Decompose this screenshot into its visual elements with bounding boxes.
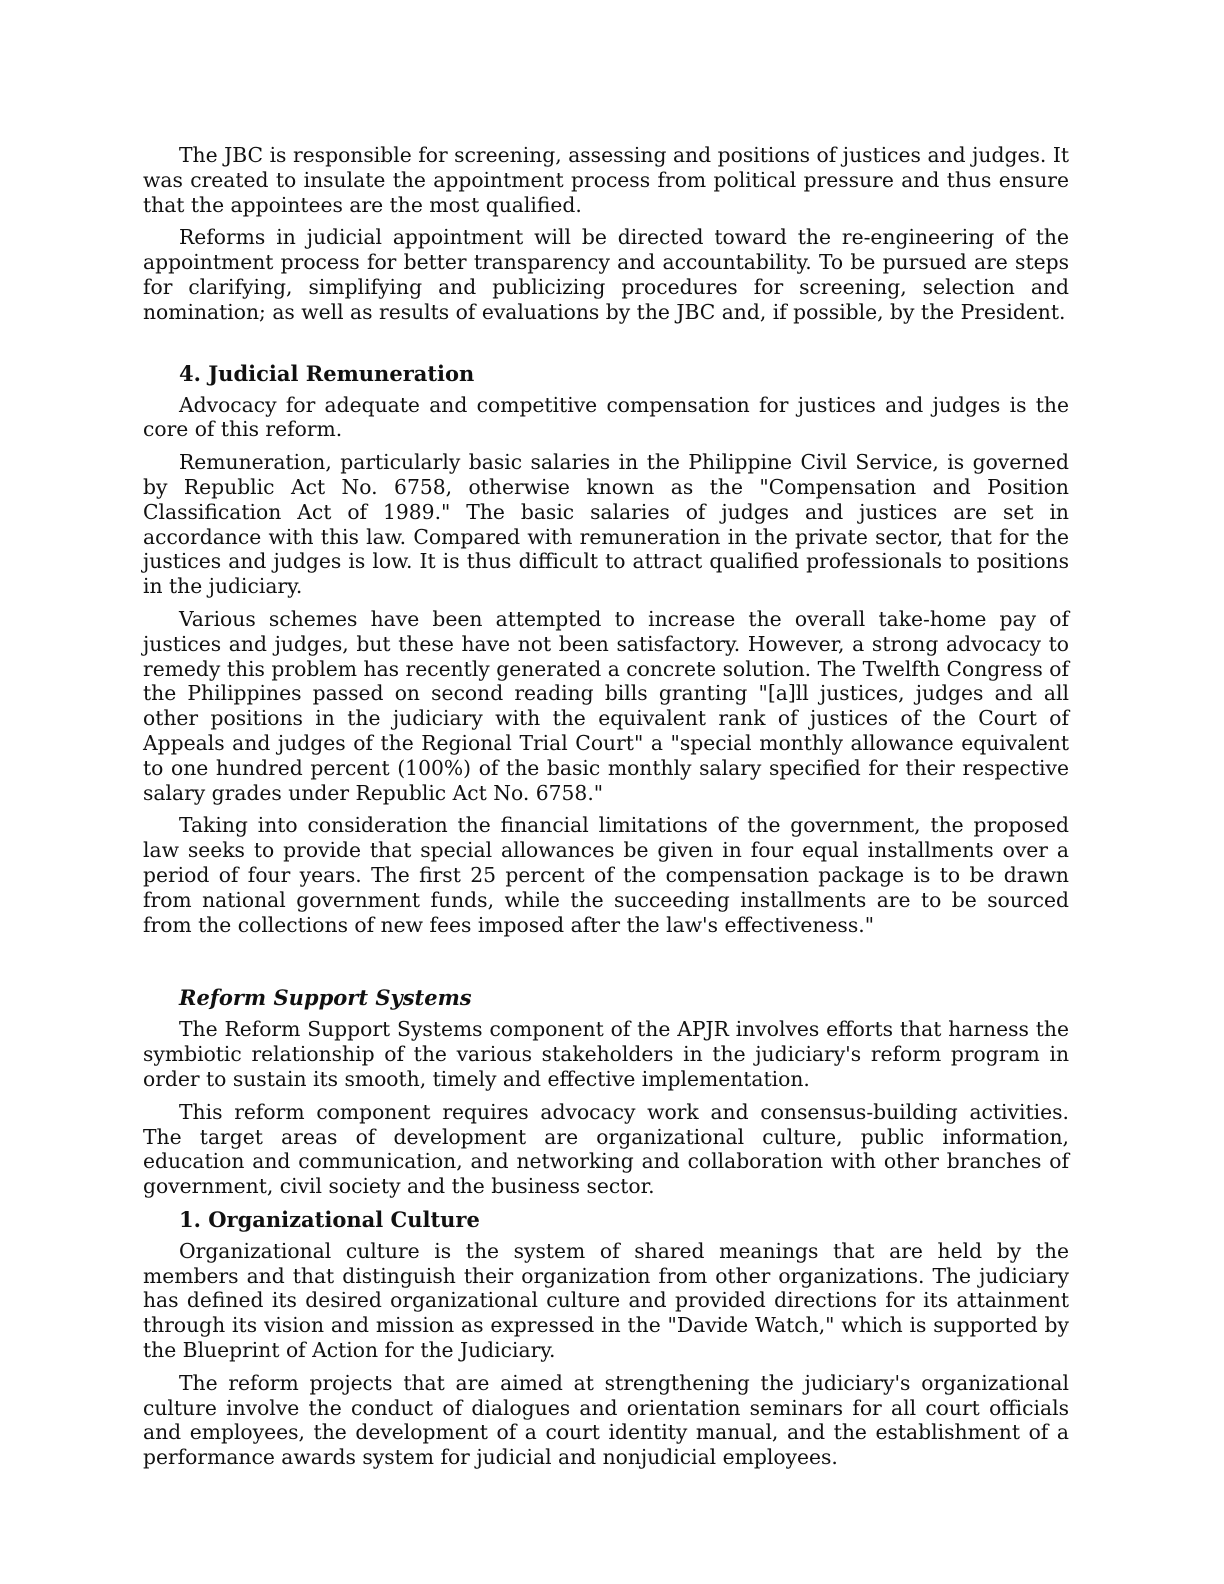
section-spacer bbox=[143, 945, 1069, 985]
paragraph-appointment-reforms: Reforms in judicial appointment will be directed toward the re-engineering of the appointment process for better transparency and accountability. To be pursued are steps for clarifying, simplifying and publicizing procedures for screening, selection and nomination; as well as results of evaluations by the JBC and, if possible, by the President. bbox=[143, 225, 1069, 324]
paragraph-remuneration-advocacy: Advocacy for adequate and competitive compensation for justices and judges is the core of this reform. bbox=[143, 392, 1069, 442]
section-spacer bbox=[143, 333, 1069, 361]
heading-organizational-culture: 1. Organizational Culture bbox=[179, 1206, 480, 1232]
paragraph-culture-definition: Organizational culture is the system of shared meanings that are held by the members and that distinguish their organization from other organizations. The judiciary has defined its desired organizational culture and provided directions for its attainment through its vision and mission as expressed in the "Davide Watch," which is supported by the Blueprint of Action for the Judiciary. bbox=[143, 1238, 1069, 1363]
paragraph-support-advocacy: This reform component requires advocacy work and consensus-building activities. The target areas of development are organizational culture, public information, education and communication, and networking and collaboration with other branches of government, civil society and the business sector. bbox=[143, 1099, 1069, 1199]
paragraph-support-component: The Reform Support Systems component of the APJR involves efforts that harness the symbiotic relationship of the various stakeholders in the judiciary's reform program in order to sustain its smooth, timely and effective implementation. bbox=[143, 1017, 1069, 1091]
heading-judicial-remuneration: 4. Judicial Remuneration bbox=[179, 360, 475, 386]
paragraph-remuneration-law: Remuneration, particularly basic salaries in the Philippine Civil Service, is governed by Republic Act No. 6758, otherwise known as the "Compensation and Position Classification Act of 1989." The basic salaries of judges and justices are set in accordance with this law. Compared with remuneration in the private sector, that for the justices and judges is low. It is thus difficult to attract qualified professionals to positions in the judiciary. bbox=[143, 450, 1069, 599]
heading-reform-support-systems: Reform Support Systems bbox=[179, 985, 472, 1011]
paragraph-culture-projects: The reform projects that are aimed at strengthening the judiciary's organizational culture involve the conduct of dialogues and orientation seminars for all court officials and employees, the development of a court identity manual, and the establishment of a performance awards system for judicial and nonjudicial employees. bbox=[143, 1370, 1069, 1470]
paragraph-jbc-role: The JBC is responsible for screening, assessing and positions of justices and judges. It was created to insulate the appointment process from political pressure and thus ensure that the appointees are the most qualified. bbox=[143, 143, 1069, 217]
paragraph-remuneration-installments: Taking into consideration the financial limitations of the government, the proposed law seeks to provide that special allowances be given in four equal installments over a period of four years. The first 25 percent of the compensation package is to be drawn from national government funds, while the succeeding installments are to be sourced from the collections of new fees imposed after the law's effectiveness." bbox=[143, 813, 1069, 937]
paragraph-remuneration-schemes: Various schemes have been attempted to increase the overall take-home pay of justices and judges, but these have not been satisfactory. However, a strong advocacy to remedy this problem has recently generated a concrete solution. The Twelfth Congress of the Philippines passed on second reading bills granting "[a]ll justices, judges and all other positions in the judiciary with the equivalent rank of justices of the Court of Appeals and judges of the Regional Trial Court" a "special monthly allowance equivalent to one hundred percent (100%) of the basic monthly salary specified for their respective salary grades under Republic Act No. 6758." bbox=[143, 606, 1069, 805]
document-page bbox=[143, 143, 1069, 1478]
